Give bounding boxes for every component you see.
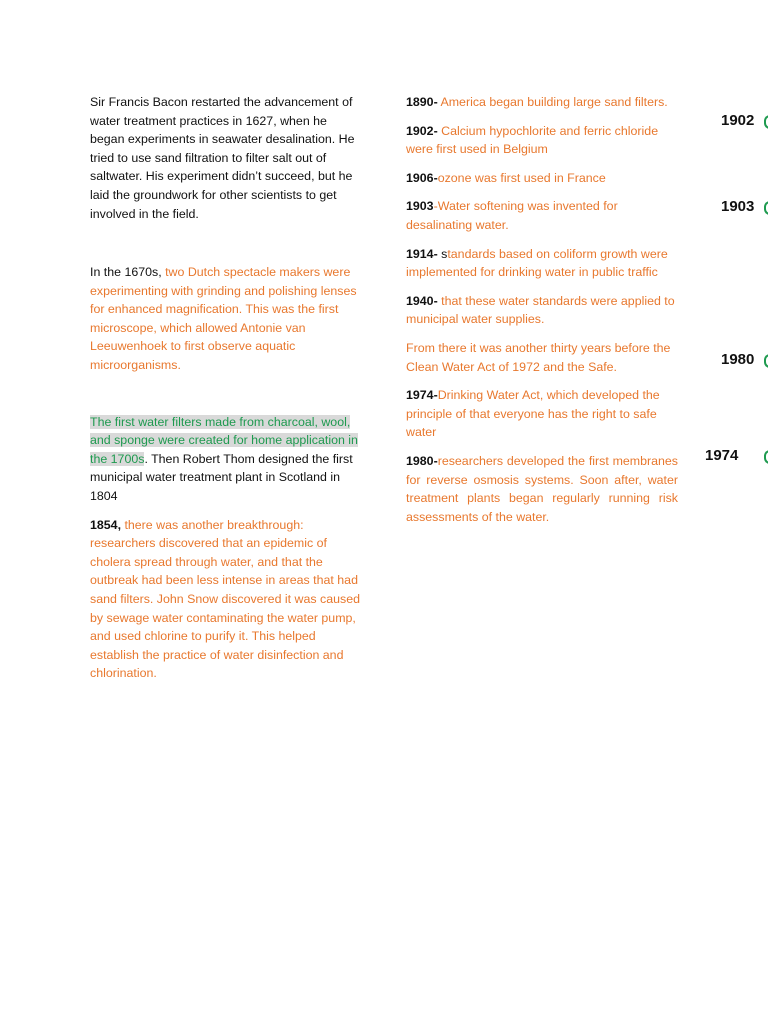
bacon-paragraph: Sir Francis Bacon restarted the advancement of water treatment practices in 1627, when he began experiments in seawater desalination. He tried to use sand filtration to filter salt out of saltwater. His experiment didn’t succeed, but he laid the groundwork for other scientists to get involved in the field.: [90, 95, 355, 221]
timeline-item: 1940- that these water standards were applied to municipal water supplies.: [406, 293, 675, 327]
dutch-body: two Dutch spectacle makers were experimenting with grinding and polishing lenses for enhanced magnification. This was the first microscope, which allowed Antonie van Leeuwenhoek to first observe aquatic microorganisms.: [90, 265, 357, 372]
cholera-paragraph: [90, 516, 362, 683]
year-label: 1903: [721, 198, 755, 215]
timeline-column: [406, 93, 678, 526]
timeline-marker-icon: [764, 450, 768, 464]
timeline-item: 1890- America began building large sand filters.: [406, 95, 668, 109]
timeline-marker-icon: [764, 115, 768, 129]
timeline-item: 1903-Water softening was invented for desalinating water.: [406, 199, 618, 232]
year-label: 1980: [721, 351, 755, 368]
year-label: 1974: [705, 447, 739, 464]
year-label: 1902: [721, 112, 755, 129]
timeline-item: 1980-researchers developed the first membranes for reverse osmosis systems. Soon after, water treatment plants began regularly running risk assessments of the water.: [406, 453, 678, 524]
filters-paragraph: [90, 413, 362, 506]
left-column: [90, 93, 362, 683]
timeline-item: 1906-ozone was first used in France: [406, 170, 606, 185]
cholera-body: there was another breakthrough: researchers discovered that an epidemic of cholera spread through water, and that the outbreak had been less intense in areas that had sand filters. John Snow discovered it was caused by sewage water contaminating the water pump, and used chlorine to purify it. This helped establish the practice of water disinfection and chlorination.: [90, 517, 360, 681]
timeline-marker-icon: [764, 354, 768, 368]
timeline-item: 1902- Calcium hypochlorite and ferric chloride were first used in Belgium: [406, 123, 659, 157]
dutch-lead: In the 1670s,: [90, 265, 162, 279]
filters-rest: . Then Robert Thom designed the first municipal water treatment plant in Scotland in 1804: [90, 451, 353, 503]
timeline-item: From there it was another thirty years before the Clean Water Act of 1972 and the Safe.: [406, 340, 671, 374]
filters-highlight: The first water filters made from charcoal, wool, and sponge were created for home application in the 1700s: [90, 414, 358, 466]
timeline-item: 1974-Drinking Water Act, which developed the principle of that everyone has the right to safe water: [406, 388, 660, 440]
dutch-paragraph: [90, 263, 362, 375]
timeline-item: 1914- standards based on coliform growth were implemented for drinking water in public traffic: [406, 246, 668, 280]
cholera-lead: 1854,: [90, 517, 122, 532]
timeline-marker-icon: [764, 201, 768, 215]
